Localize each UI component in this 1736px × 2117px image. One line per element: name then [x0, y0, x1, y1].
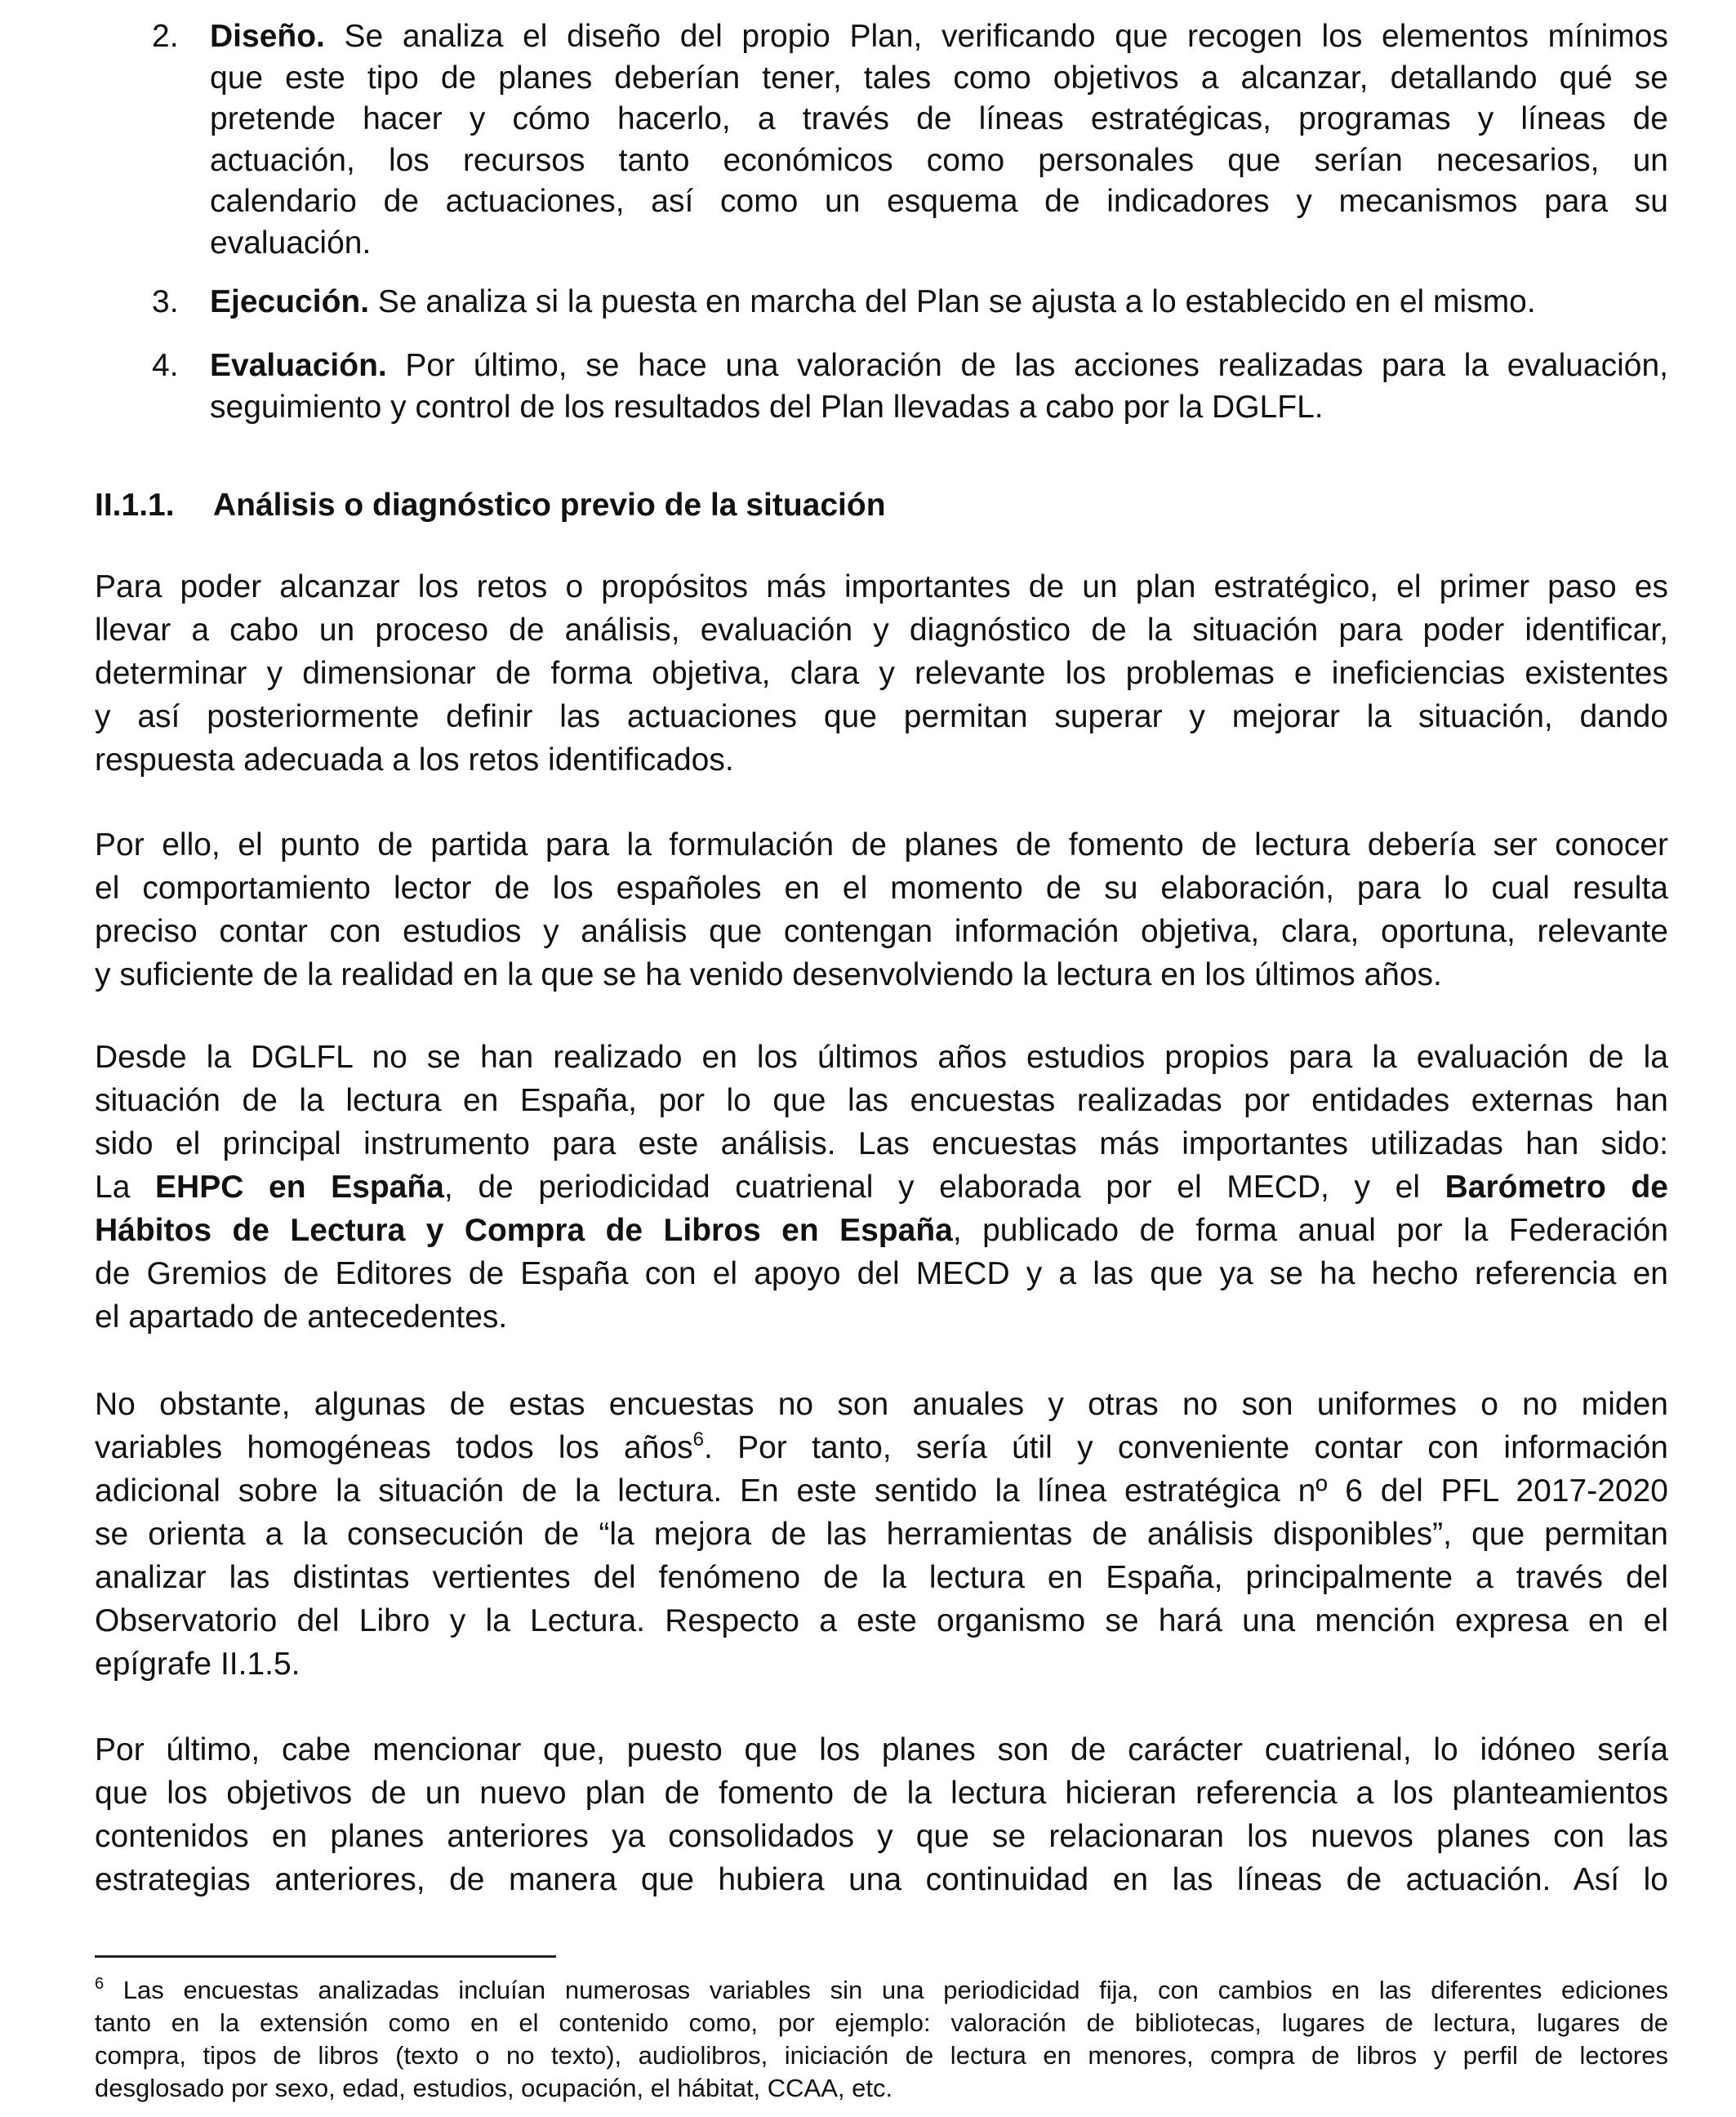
text-run: sido el principal instrumento para este análisis. Las encuestas más importantes utilizadas han sido:	[95, 1126, 1668, 1161]
paragraph-2	[95, 823, 1668, 996]
text-run: que los objetivos de un nuevo plan de fomento de la lectura hicieran referencia a los planteamientos	[95, 1776, 1668, 1811]
bold-text: Hábitos de Lectura y Compra de Libros en España	[95, 1213, 953, 1248]
bold-text: Diseño.	[210, 19, 325, 54]
list-number: 4.	[152, 348, 179, 383]
text-line	[95, 910, 1668, 953]
paragraph-4	[95, 1383, 1668, 1686]
text-run: La	[95, 1170, 156, 1205]
text-line	[210, 223, 1668, 265]
text-run: adicional sobre la situación de la lectura. En este sentido la línea estratégica nº 6 del PFL 2017-2020	[95, 1473, 1668, 1509]
text-run: desglosado por sexo, edad, estudios, ocupación, el hábitat, CCAA, etc.	[95, 2074, 893, 2102]
text-line	[95, 1295, 1668, 1339]
text-run: compra, tipos de libros (texto o no texto), audiolibros, iniciación de lectura en menores, compra de libros y perfil de lectores	[95, 2041, 1668, 2070]
footnote-ref: 6	[95, 1975, 105, 1993]
text-run: que este tipo de planes deberían tener, tales como objetivos a alcanzar, detallando qué se	[210, 60, 1668, 96]
bold-text: Barómetro de	[1444, 1170, 1668, 1205]
text-line	[95, 1426, 1668, 1469]
list-item-ejecucion	[152, 282, 1668, 323]
text-run: Por último, cabe mencionar que, puesto que los planes son de carácter cuatrienal, lo idóneo sería	[95, 1732, 1668, 1767]
text-line	[95, 2039, 1668, 2072]
text-line	[210, 387, 1668, 429]
bold-text: Evaluación.	[210, 348, 387, 383]
text-line	[210, 16, 1668, 58]
text-line	[95, 565, 1668, 608]
footnote	[95, 1974, 1668, 2105]
text-run: , publicado de forma anual por la Federación	[952, 1213, 1669, 1248]
text-run: contenidos en planes anteriores ya consolidados y que se relacionaran los nuevos planes con las	[95, 1819, 1668, 1854]
text-run: . Por tanto, sería útil y conveniente contar con información	[703, 1430, 1668, 1465]
text-run: Las encuestas analizadas incluían numerosas variables sin una periodicidad fija, con cambios en las diferentes ediciones	[104, 1976, 1668, 2004]
paragraph-3	[95, 1036, 1668, 1339]
text-line	[95, 738, 1668, 782]
text-run: pretende hacer y cómo hacerlo, a través de líneas estratégicas, programas y líneas de	[210, 101, 1668, 136]
text-line	[95, 695, 1668, 738]
text-line	[95, 1122, 1668, 1165]
text-line	[95, 608, 1668, 652]
text-run: respuesta adecuada a los retos identificados.	[95, 742, 734, 778]
text-run: llevar a cabo un proceso de análisis, evaluación y diagnóstico de la situación para poder identificar,	[95, 613, 1668, 648]
text-line	[210, 282, 1668, 323]
text-run: situación de la lectura en España, por lo que las encuestas realizadas por entidades externas han	[95, 1083, 1668, 1118]
text-line	[95, 1642, 1668, 1686]
text-run: epígrafe II.1.5.	[95, 1647, 300, 1682]
text-run: y así posteriormente definir las actuaciones que permitan superar y mejorar la situación, dando	[95, 699, 1668, 734]
text-line	[95, 1974, 1668, 2007]
footnote-ref: 6	[692, 1428, 704, 1451]
text-run: y suficiente de la realidad en la que se ha venido desenvolviendo la lectura en los últimos años.	[95, 957, 1442, 992]
text-run: Para poder alcanzar los retos o propósitos más importantes de un plan estratégico, el primer paso es	[95, 569, 1668, 604]
footnote-separator	[95, 1955, 556, 1958]
text-run: analizar las distintas vertientes del fenómeno de la lectura en España, principalmente a través del	[95, 1560, 1668, 1595]
text-line	[95, 1513, 1668, 1556]
bold-text: Ejecución.	[210, 284, 370, 319]
text-run: seguimiento y control de los resultados del Plan llevadas a cabo por la DGLFL.	[210, 389, 1324, 425]
list-item-diseno	[152, 16, 1668, 264]
text-run: No obstante, algunas de estas encuestas no son anuales y otras no son uniformes o no miden	[95, 1387, 1668, 1422]
text-line	[95, 1383, 1668, 1426]
section-heading	[95, 485, 886, 526]
text-run: Por último, se hace una valoración de las acciones realizadas para la evaluación,	[386, 348, 1668, 383]
text-line	[95, 1858, 1668, 1901]
text-run: Se analiza el diseño del propio Plan, verificando que recogen los elementos mínimos	[324, 19, 1668, 54]
list-number: 2.	[152, 19, 179, 54]
text-line	[95, 1728, 1668, 1772]
section-title: Análisis o diagnóstico previo de la situación	[213, 488, 886, 523]
text-line	[95, 867, 1668, 910]
bold-text: EHPC en España	[155, 1170, 444, 1205]
paragraph-1	[95, 565, 1668, 782]
text-line	[95, 1165, 1668, 1209]
text-line	[95, 1469, 1668, 1513]
text-run: Se analiza si la puesta en marcha del Plan se ajusta a lo establecido en el mismo.	[369, 284, 1536, 319]
text-line	[95, 2007, 1668, 2039]
text-line	[95, 1209, 1668, 1252]
text-line	[95, 1599, 1668, 1642]
text-line	[210, 140, 1668, 182]
text-run: Observatorio del Libro y la Lectura. Respecto a este organismo se hará una mención expresa en el	[95, 1603, 1668, 1638]
text-run: tanto en la extensión como en el contenido como, por ejemplo: valoración de bibliotecas, lugares de lectura, lugares de	[95, 2008, 1668, 2037]
text-line	[95, 2072, 1668, 2105]
text-run: estrategias anteriores, de manera que hubiera una continuidad en las líneas de actuación. Así lo	[95, 1862, 1668, 1897]
text-run: actuación, los recursos tanto económicos como personales que serían necesarios, un	[210, 142, 1668, 178]
text-line	[95, 953, 1668, 996]
text-line	[95, 1815, 1668, 1858]
list-item-evaluacion	[152, 345, 1668, 428]
text-line	[95, 1252, 1668, 1295]
text-line	[95, 1556, 1668, 1599]
text-run: calendario de actuaciones, así como un esquema de indicadores y mecanismos para su	[210, 184, 1668, 219]
list-number: 3.	[152, 284, 179, 319]
text-line	[95, 823, 1668, 867]
text-line	[95, 1036, 1668, 1079]
text-run: de Gremios de Editores de España con el apoyo del MECD y a las que ya se ha hecho referencia en	[95, 1256, 1668, 1291]
section-number: II.1.1.	[95, 488, 175, 523]
text-line	[210, 58, 1668, 100]
text-run: preciso contar con estudios y análisis que contengan información objetiva, clara, oportuna, relevante	[95, 914, 1668, 949]
text-run: se orienta a la consecución de “la mejora de las herramientas de análisis disponibles”, que permitan	[95, 1517, 1668, 1552]
text-line	[95, 1772, 1668, 1815]
text-run: Por ello, el punto de partida para la formulación de planes de fomento de lectura debería ser conocer	[95, 827, 1668, 862]
text-run: el comportamiento lector de los españoles en el momento de su elaboración, para lo cual resulta	[95, 871, 1668, 906]
text-line	[95, 1079, 1668, 1122]
text-run: determinar y dimensionar de forma objetiva, clara y relevante los problemas e ineficiencias existentes	[95, 656, 1668, 691]
text-run: variables homogéneas todos los años	[95, 1430, 693, 1465]
text-line	[210, 181, 1668, 223]
text-line	[95, 652, 1668, 695]
paragraph-5	[95, 1728, 1668, 1901]
text-run: Desde la DGLFL no se han realizado en los últimos años estudios propios para la evaluación de la	[95, 1040, 1668, 1075]
text-run: , de periodicidad cuatrienal y elaborada por el MECD, y el	[443, 1170, 1445, 1205]
text-line	[210, 345, 1668, 387]
text-run: evaluación.	[210, 225, 372, 261]
text-line	[210, 99, 1668, 140]
text-run: el apartado de antecedentes.	[95, 1299, 508, 1335]
